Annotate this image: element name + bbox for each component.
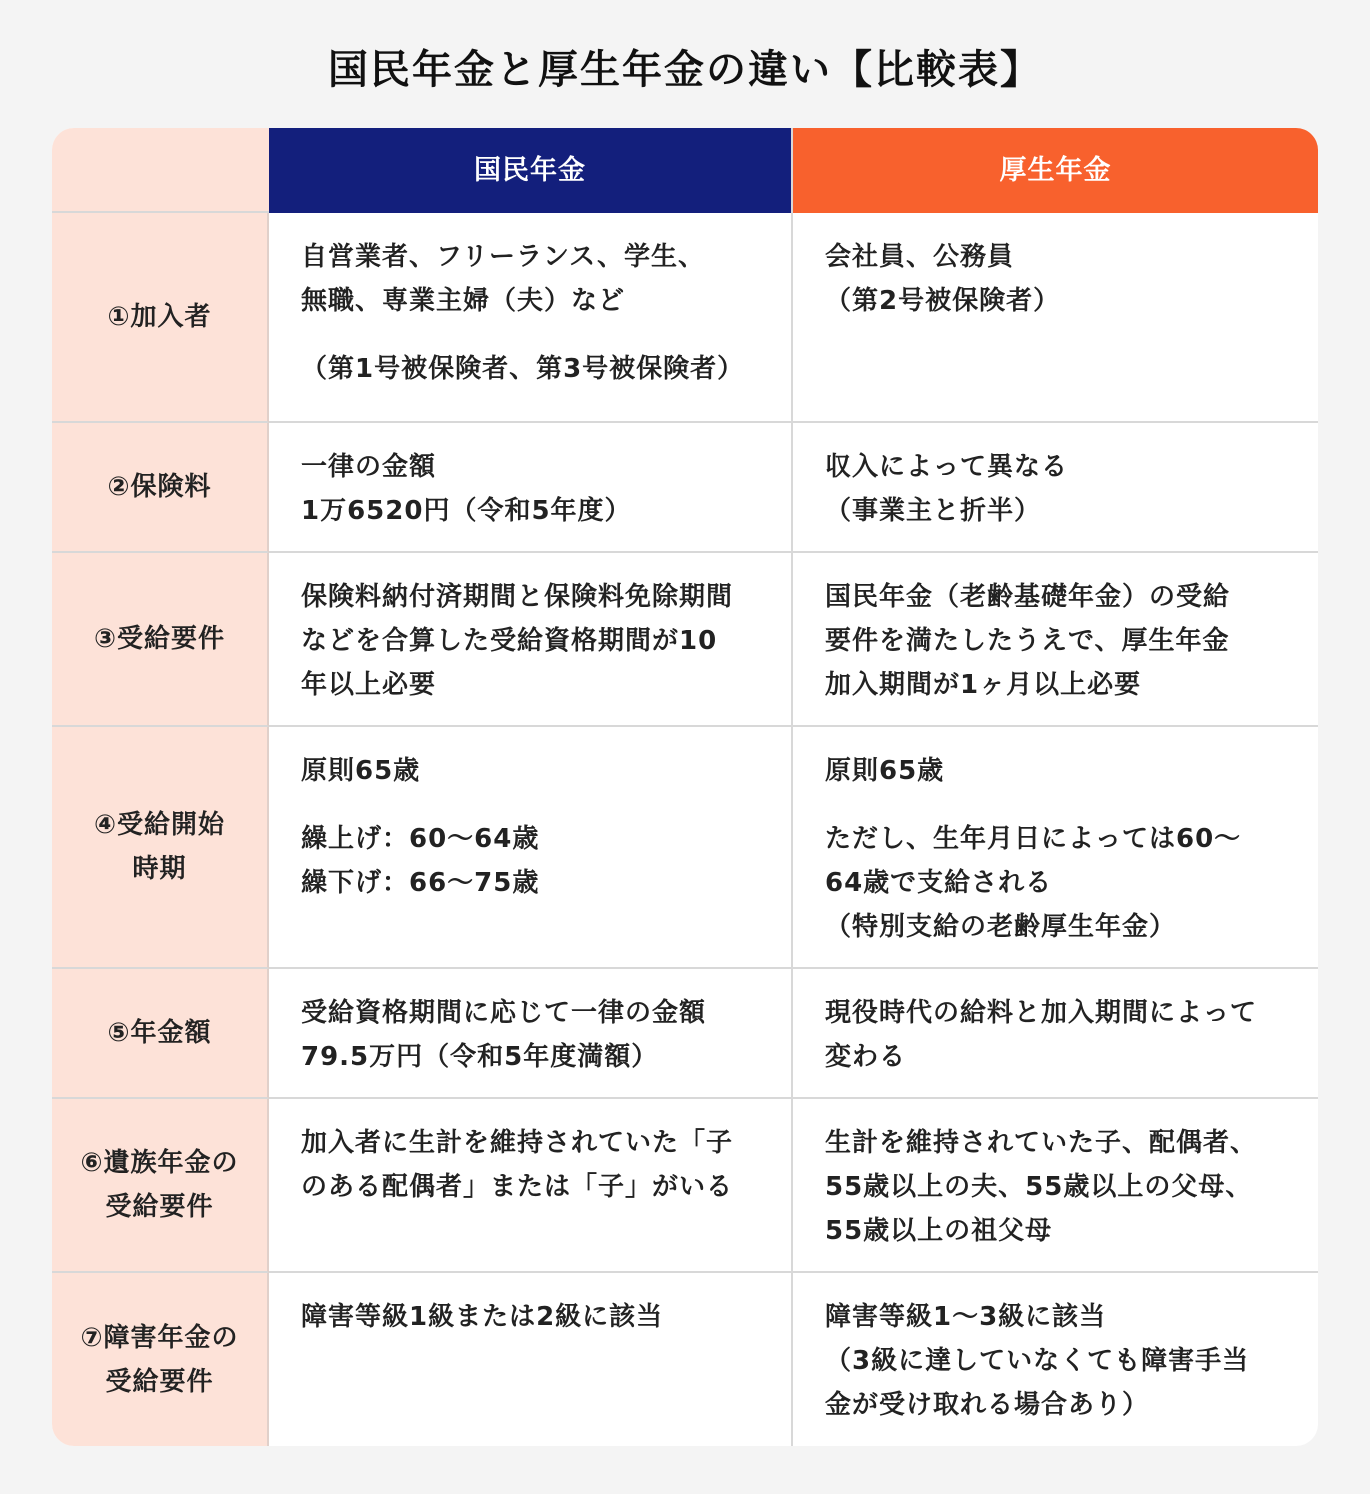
kokumin-cell [269, 969, 793, 1099]
kosei-cell [793, 213, 1318, 423]
kosei-cell-line: 会社員、公務員 [825, 242, 1015, 272]
kosei-cell [793, 553, 1318, 727]
kosei-cell-line: （第2号被保険者） [825, 286, 1061, 316]
header-corner-cell [52, 128, 269, 213]
kosei-cell-line: 要件を満たしたうえで、厚生年金 [825, 626, 1230, 656]
row-label [52, 1099, 269, 1273]
row-label [52, 969, 269, 1099]
kokumin-cell-line: のある配偶者」または「子」がいる [301, 1172, 734, 1202]
kosei-cell-line: 変わる [825, 1042, 907, 1072]
kokumin-cell [269, 1099, 793, 1273]
row-label [52, 1273, 269, 1446]
kosei-cell-line: 現役時代の給料と加入期間によって [825, 998, 1258, 1028]
paragraph-gap [301, 793, 771, 817]
kosei-cell [793, 423, 1318, 553]
kokumin-cell-line: 一律の金額 [301, 452, 437, 482]
kokumin-cell [269, 553, 793, 727]
kosei-cell [793, 1099, 1318, 1273]
row-label [52, 213, 269, 423]
kokumin-cell-line: 年以上必要 [301, 670, 437, 700]
page-title: 国民年金と厚生年金の違い【比較表】 [328, 47, 1042, 93]
kosei-cell-line: （3級に達していなくても障害手当 [825, 1346, 1250, 1376]
kosei-cell-line: 収入によって異なる [825, 452, 1069, 482]
row-label-line: ③受給要件 [93, 624, 225, 654]
kokumin-cell-line: 繰下げ：66～75歳 [301, 868, 540, 898]
kokumin-cell-line: 加入者に生計を維持されていた「子 [301, 1128, 734, 1158]
kosei-cell-line: 原則65歳 [825, 756, 945, 786]
kokumin-cell-line: 原則65歳 [301, 756, 421, 786]
kosei-cell-line: （事業主と折半） [825, 496, 1042, 526]
kokumin-cell-line: 自営業者、フリーランス、学生、 [301, 242, 705, 272]
row-label-line: 受給要件 [105, 1192, 214, 1222]
row-label-line: ⑤年金額 [107, 1018, 212, 1048]
paragraph-gap [825, 793, 1298, 817]
kokumin-cell [269, 213, 793, 423]
kokumin-cell-line: 無職、専業主婦（夫）など [301, 286, 626, 316]
kosei-cell [793, 969, 1318, 1099]
kosei-cell-line: 64歳で支給される [825, 868, 1053, 898]
kosei-cell [793, 727, 1318, 969]
kokumin-cell-line: などを合算した受給資格期間が10 [301, 626, 718, 656]
kokumin-cell-line: （第1号被保険者、第3号被保険者） [301, 354, 745, 384]
row-label-line: ⑦障害年金の [80, 1322, 239, 1353]
row-label [52, 727, 269, 969]
kosei-cell-line: 55歳以上の祖父母 [825, 1216, 1053, 1246]
kokumin-cell-line: 障害等級1級または2級に該当 [301, 1302, 664, 1332]
kosei-cell-line: （特別支給の老齢厚生年金） [825, 912, 1177, 942]
kokumin-cell-line: 1万6520円（令和5年度） [301, 496, 632, 526]
kosei-cell-line: 加入期間が1ヶ月以上必要 [825, 670, 1142, 700]
kosei-cell-line: ただし、生年月日によっては60～ [825, 824, 1242, 854]
kokumin-cell-line: 79.5万円（令和5年度満額） [301, 1042, 659, 1072]
row-label [52, 553, 269, 727]
row-label-line: ⑥遺族年金の [80, 1148, 239, 1178]
kokumin-cell-line: 保険料納付済期間と保険料免除期間 [301, 582, 734, 612]
row-label [52, 423, 269, 553]
kosei-cell-line: 障害等級1～3級に該当 [825, 1302, 1107, 1332]
kosei-cell-line: 国民年金（老齢基礎年金）の受給 [825, 582, 1231, 612]
kosei-cell-line: 生計を維持されていた子、配偶者、 [825, 1128, 1258, 1158]
row-label-line: ②保険料 [107, 472, 212, 502]
kokumin-cell-line: 繰上げ：60～64歳 [301, 824, 540, 854]
kokumin-cell-line: 受給資格期間に応じて一律の金額 [301, 998, 707, 1028]
comparison-table [52, 128, 1318, 1446]
header-kosei-nenkin: 厚生年金 [793, 128, 1318, 213]
kokumin-cell [269, 423, 793, 553]
kosei-cell-line: 金が受け取れる場合あり） [825, 1390, 1150, 1420]
row-label-line: 時期 [132, 854, 187, 884]
paragraph-gap [301, 323, 771, 347]
row-label-line: 受給要件 [105, 1366, 214, 1397]
kokumin-cell [269, 1273, 793, 1446]
kosei-cell [793, 1273, 1318, 1446]
row-label-line: ④受給開始 [93, 810, 225, 840]
header-kokumin-nenkin: 国民年金 [269, 128, 793, 213]
kokumin-cell [269, 727, 793, 969]
kosei-cell-line: 55歳以上の夫、55歳以上の父母、 [825, 1172, 1253, 1202]
row-label-line: ①加入者 [107, 302, 212, 332]
